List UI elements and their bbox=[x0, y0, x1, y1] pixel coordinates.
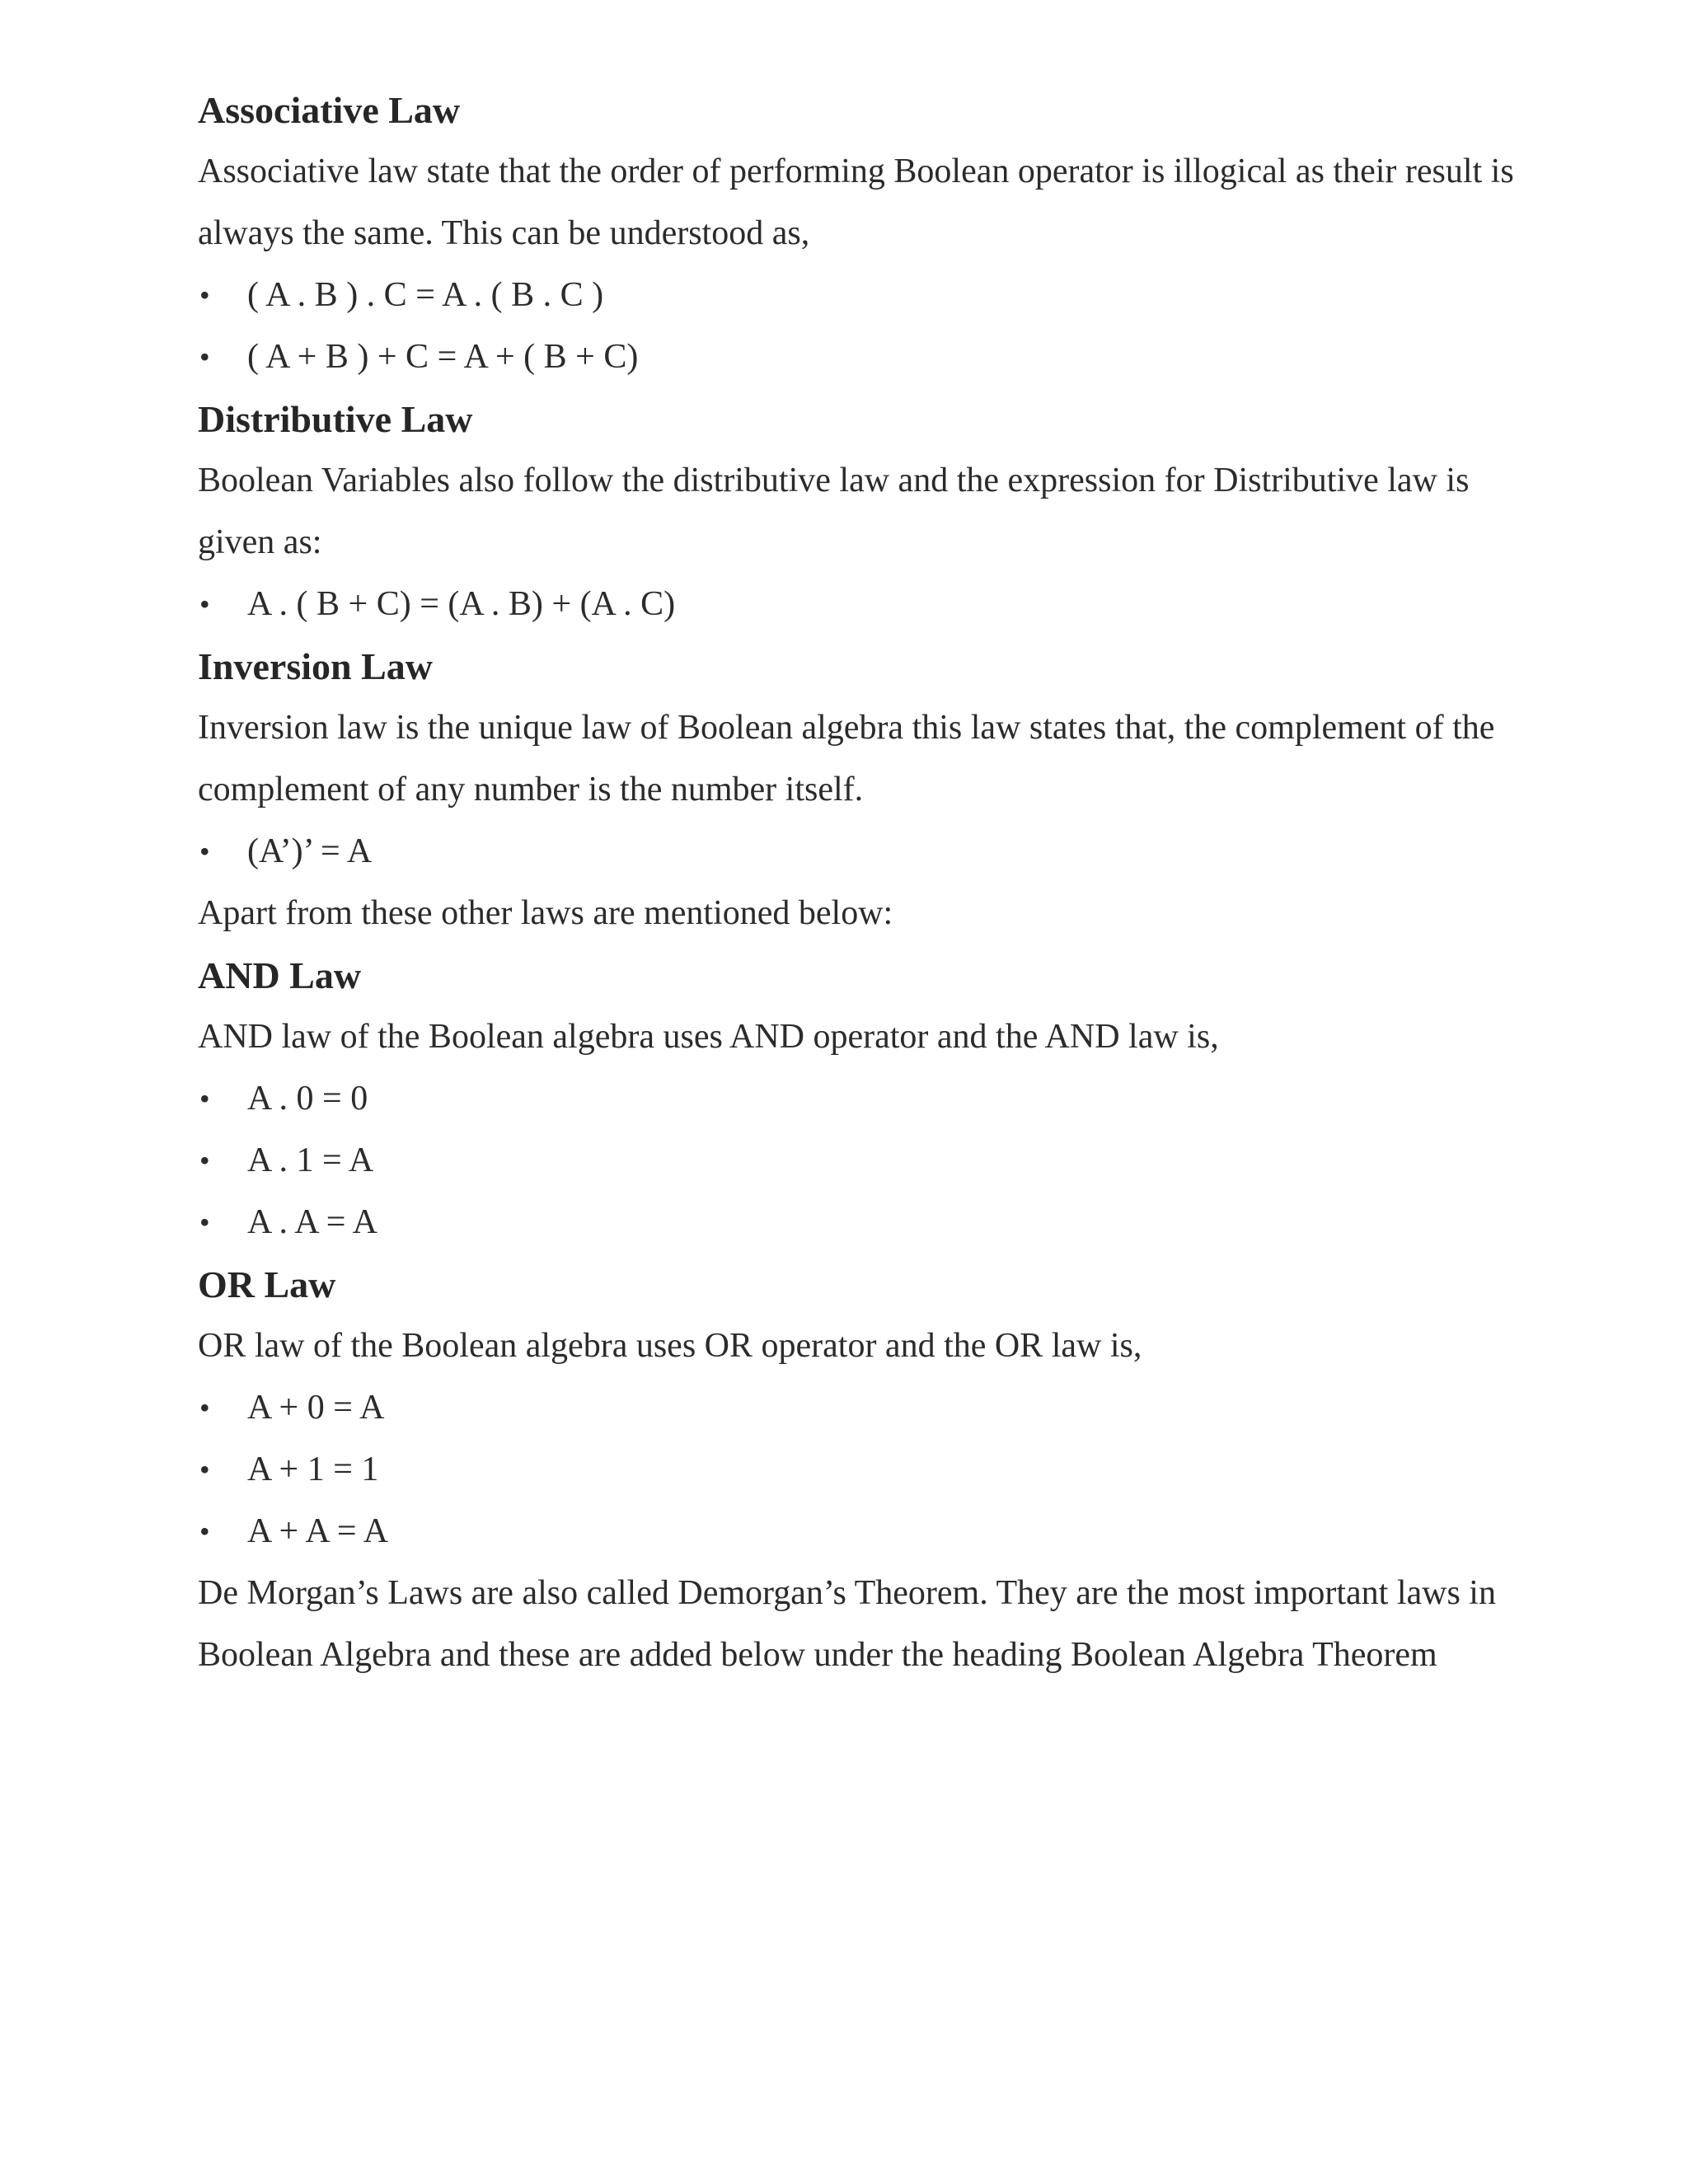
expression: ( A + B ) + C = A + ( B + C) bbox=[247, 338, 639, 376]
expression: (A’)’ = A bbox=[247, 832, 373, 870]
paragraph-other-laws-intro: Apart from these other laws are mentioned below: bbox=[198, 894, 893, 932]
list-item bbox=[198, 574, 1517, 635]
expression: A + A = A bbox=[247, 1512, 389, 1550]
list-item bbox=[198, 1068, 1517, 1130]
list-and-law bbox=[198, 1068, 1517, 1254]
expression: A . ( B + C) = (A . B) + (A . C) bbox=[247, 585, 676, 623]
bullet-icon: • bbox=[199, 1206, 210, 1239]
expression: A . 0 = 0 bbox=[247, 1080, 368, 1118]
bullet-icon: • bbox=[199, 835, 210, 868]
bullet-icon: • bbox=[199, 1144, 210, 1177]
list-item bbox=[198, 1192, 1517, 1254]
bullet-icon: • bbox=[199, 340, 210, 373]
heading-associative-law: Associative Law bbox=[198, 89, 461, 131]
list-distributive-law bbox=[198, 574, 1517, 635]
list-item bbox=[198, 1439, 1517, 1501]
list-item bbox=[198, 821, 1517, 883]
document-page bbox=[198, 79, 1517, 1686]
expression: A . A = A bbox=[247, 1203, 377, 1241]
expression: ( A . B ) . C = A . ( B . C ) bbox=[247, 276, 604, 314]
bullet-icon: • bbox=[199, 1391, 210, 1424]
list-item bbox=[198, 1377, 1517, 1439]
list-inversion-law bbox=[198, 821, 1517, 883]
heading-distributive-law: Distributive Law bbox=[198, 398, 473, 440]
list-associative-law bbox=[198, 265, 1517, 388]
bullet-icon: • bbox=[199, 1515, 210, 1548]
paragraph-associative-law: Associative law state that the order of performing Boolean operator is illogical as their result is always the same. This can be understood as, bbox=[198, 152, 1514, 252]
bullet-icon: • bbox=[199, 1082, 210, 1115]
paragraph-de-morgan-note: De Morgan’s Laws are also called Demorgan’s Theorem. They are the most important laws in Boolean Algebra and these are added below under the heading Boolean Algebra Theorem bbox=[198, 1574, 1496, 1674]
list-item bbox=[198, 326, 1517, 388]
list-item bbox=[198, 1130, 1517, 1192]
paragraph-distributive-law: Boolean Variables also follow the distributive law and the expression for Distributive law is given as: bbox=[198, 462, 1470, 561]
paragraph-or-law: OR law of the Boolean algebra uses OR operator and the OR law is, bbox=[198, 1327, 1142, 1365]
list-item bbox=[198, 265, 1517, 326]
heading-or-law: OR Law bbox=[198, 1263, 336, 1305]
expression: A + 0 = A bbox=[247, 1389, 385, 1427]
heading-inversion-law: Inversion Law bbox=[198, 645, 433, 687]
heading-and-law: AND Law bbox=[198, 954, 362, 996]
expression: A + 1 = 1 bbox=[247, 1451, 379, 1488]
list-or-law bbox=[198, 1377, 1517, 1563]
bullet-icon: • bbox=[199, 279, 210, 312]
bullet-icon: • bbox=[199, 1453, 210, 1486]
expression: A . 1 = A bbox=[247, 1141, 374, 1179]
paragraph-inversion-law: Inversion law is the unique law of Boolean algebra this law states that, the complement of the complement of any number is the number itself. bbox=[198, 709, 1495, 808]
bullet-icon: • bbox=[199, 588, 210, 621]
paragraph-and-law: AND law of the Boolean algebra uses AND operator and the AND law is, bbox=[198, 1018, 1219, 1056]
list-item bbox=[198, 1501, 1517, 1563]
